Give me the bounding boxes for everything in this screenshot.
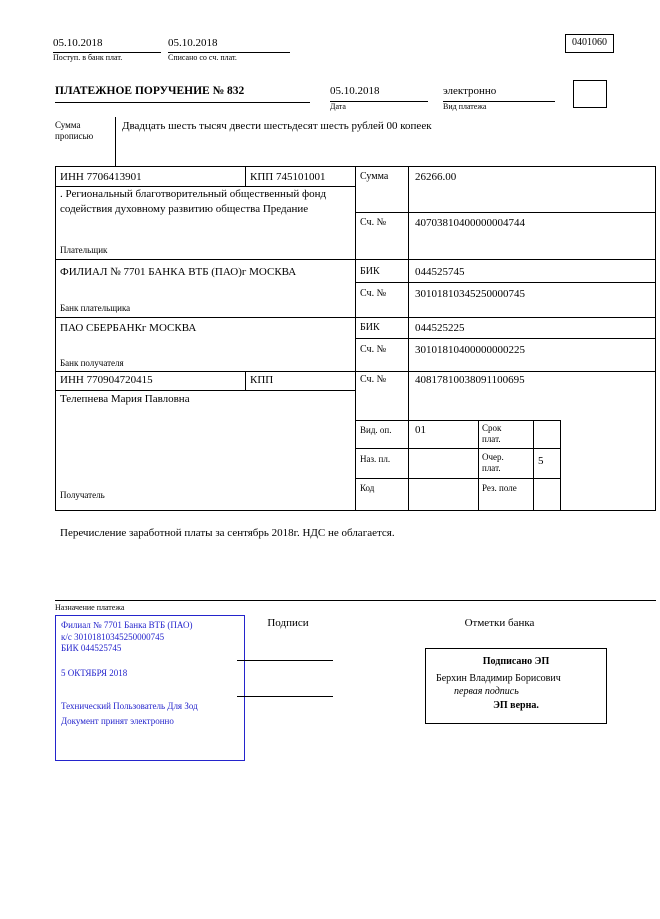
- payer-name: . Региональный благотворительный общественный фонд содействия духовному развитию общества Предание: [60, 188, 327, 216]
- grid-line: [55, 166, 56, 510]
- payer-bank-name: ФИЛИАЛ № 7701 БАНКА ВТБ (ПАО)г МОСКВА: [60, 266, 297, 278]
- grid-line: [355, 282, 656, 283]
- payer-bank-account: 30101810345250000745: [415, 288, 525, 300]
- esign-role: первая подпись: [454, 686, 519, 697]
- signature-line-1: [237, 660, 333, 661]
- purpose-text: Перечисление заработной платы за сентябрь 2018г. НДС не облагается.: [60, 527, 395, 539]
- esignature-stamp: [425, 648, 607, 724]
- payee-bank-account-label: Сч. №: [360, 344, 387, 355]
- purpose-divider: [55, 600, 656, 601]
- header-date-value: 05.10.2018: [330, 84, 428, 102]
- grid-line: [245, 371, 246, 390]
- payment-kind-value: электронно: [443, 84, 555, 102]
- esign-verdict: ЭП верна.: [493, 699, 539, 711]
- requisites-table: [55, 166, 656, 511]
- signatures-heading: Подписи: [267, 617, 309, 629]
- bank-stamp-blue: [55, 615, 245, 761]
- ocher-plat-value: 5: [538, 455, 544, 467]
- payee-name: Телепнева Мария Павловна: [60, 393, 190, 405]
- grid-line: [560, 420, 561, 510]
- esign-name: Берхин Владимир Борисович: [436, 672, 561, 684]
- payer-bank-bik-label: БИК: [360, 266, 380, 277]
- payer-inn: ИНН 7706413901: [60, 171, 142, 183]
- header-date-label: Дата: [330, 101, 346, 111]
- debited-date-value: 05.10.2018: [168, 36, 290, 53]
- payee-bank-account: 30101810400000000225: [415, 344, 525, 356]
- grid-line: [355, 420, 560, 421]
- ocher-plat-label: Очер. плат.: [482, 452, 504, 473]
- srok-plat-label: Срок плат.: [482, 423, 502, 444]
- stamp-note: Документ принят электронно: [61, 716, 174, 727]
- payer-kpp: КПП 745101001: [250, 171, 326, 183]
- amount-words-divider: [115, 117, 116, 166]
- stamp-date: 5 ОКТЯБРЯ 2018: [61, 668, 128, 679]
- purpose-label: Назначение платежа: [55, 603, 125, 612]
- payee-bank-name: ПАО СБЕРБАНКг МОСКВА: [60, 322, 197, 334]
- header-date-field: [330, 84, 428, 111]
- vid-op-value: 01: [415, 424, 426, 436]
- document-title: ПЛАТЕЖНОЕ ПОРУЧЕНИЕ № 832: [55, 84, 310, 103]
- grid-line: [408, 166, 409, 510]
- payee-section-label: Получатель: [60, 490, 105, 500]
- received-date-label: Поступ. в банк плат.: [53, 52, 123, 62]
- stamp-corr-account: к/с 30101810345250000745: [61, 631, 165, 642]
- amount-words-value: Двадцать шесть тысяч двести шестьдесят шесть рублей 00 копеек: [122, 120, 432, 132]
- payer-account: 40703810400000004744: [415, 217, 525, 229]
- payee-bank-section-label: Банк получателя: [60, 358, 124, 368]
- payee-inn: ИНН 770904720415: [60, 374, 153, 386]
- grid-line: [478, 420, 479, 510]
- bank-marks-heading: Отметки банка: [464, 617, 535, 629]
- grid-line: [355, 338, 656, 339]
- payment-kind-label: Вид платежа: [443, 101, 487, 111]
- payer-bank-account-label: Сч. №: [360, 288, 387, 299]
- received-date-field: [53, 36, 161, 62]
- amount-words-label: Сумма прописью: [55, 120, 94, 141]
- grid-line: [55, 390, 355, 391]
- debited-date-field: [168, 36, 290, 62]
- rez-pole-label: Рез. поле: [482, 483, 517, 493]
- grid-line: [655, 166, 656, 510]
- grid-line: [533, 420, 534, 510]
- header-empty-box: [573, 80, 607, 108]
- payer-bank-bik: 044525745: [415, 266, 465, 278]
- payee-account-label: Сч. №: [360, 374, 387, 385]
- payer-bank-section-label: Банк плательщика: [60, 303, 131, 313]
- signature-line-2: [237, 696, 333, 697]
- form-code-box: 0401060: [565, 34, 614, 53]
- grid-line: [55, 510, 656, 511]
- stamp-user: Технический Пользователь Для Зод: [61, 700, 198, 711]
- vid-op-label: Вид. оп.: [360, 425, 392, 435]
- esign-title: Подписано ЭП: [482, 656, 550, 667]
- payer-account-label: Сч. №: [360, 217, 387, 228]
- naz-pl-label: Наз. пл.: [360, 454, 391, 464]
- payment-kind-field: [443, 84, 555, 111]
- grid-line: [355, 478, 560, 479]
- grid-line: [355, 212, 656, 213]
- payee-account: 40817810038091100695: [415, 374, 525, 386]
- payee-bank-bik: 044525225: [415, 322, 465, 334]
- payer-section-label: Плательщик: [60, 245, 108, 255]
- grid-line: [355, 166, 356, 510]
- grid-line: [355, 448, 560, 449]
- grid-line: [245, 166, 246, 186]
- stamp-bik: БИК 044525745: [61, 643, 122, 654]
- payee-bank-bik-label: БИК: [360, 322, 380, 333]
- debited-date-label: Списано со сч. плат.: [168, 52, 237, 62]
- sum-value: 26266.00: [415, 171, 457, 183]
- kod-label: Код: [360, 483, 375, 493]
- received-date-value: 05.10.2018: [53, 36, 161, 53]
- stamp-bank-line: Филиал № 7701 Банка ВТБ (ПАО): [61, 620, 193, 630]
- payee-kpp: КПП: [250, 374, 274, 386]
- sum-label: Сумма: [360, 171, 389, 182]
